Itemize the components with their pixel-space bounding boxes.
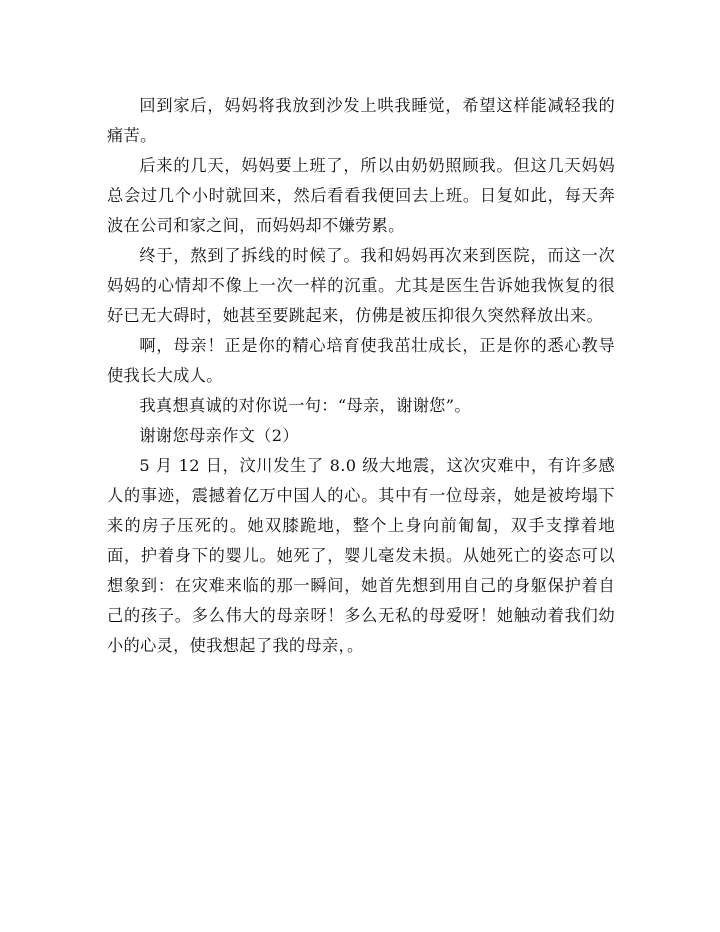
- paragraph-praise-mother: 啊，母亲！正是你的精心培育使我茁壮成长，正是你的悉心教导使我长大成人。: [107, 336, 615, 385]
- section-title: 谢谢您母亲作文（2）: [139, 426, 299, 445]
- paragraph-earthquake-story: 5 月 12 日，汶川发生了 8.0 级大地震，这次灾难中，有许多感人的事迹，震撼着亿万中国人的心。其中有一位母亲，她是被垮塌下来的房子压死的。她双膝跪地，整个上身向前匍匐，双手支撑着地面，护着身下的婴儿。她死了，婴儿毫发未损。从她死亡的姿态可以想象到：在灾难来临的那一瞬间，她首先想到用自己的身躯保护着自己的孩子。多么伟大的母亲呀！多么无私的母爱呀！她触动着我们幼小的心灵，使我想起了我的母亲，。: [107, 456, 615, 655]
- paragraph-comfort: 回到家后，妈妈将我放到沙发上哄我睡觉，希望这样能减轻我的痛苦。: [107, 96, 615, 145]
- paragraph-stitches-removed: 终于，熬到了拆线的时候了。我和妈妈再次来到医院，而这一次妈妈的心情却不像上一次一样的沉重。尤其是医生告诉她我恢复的很好已无大碍时，她甚至要跳起来，仿佛是被压抑很久突然释放出来。: [107, 246, 615, 325]
- document-body: [107, 91, 615, 661]
- paragraph-next-days: 后来的几天，妈妈要上班了，所以由奶奶照顾我。但这几天妈妈总会过几个小时就回来，然后看看我便回去上班。日复如此，每天奔波在公司和家之间，而妈妈却不嫌劳累。: [107, 156, 615, 235]
- paragraph-thank-you: 我真想真诚的对你说一句：“母亲，谢谢您”。: [139, 396, 471, 415]
